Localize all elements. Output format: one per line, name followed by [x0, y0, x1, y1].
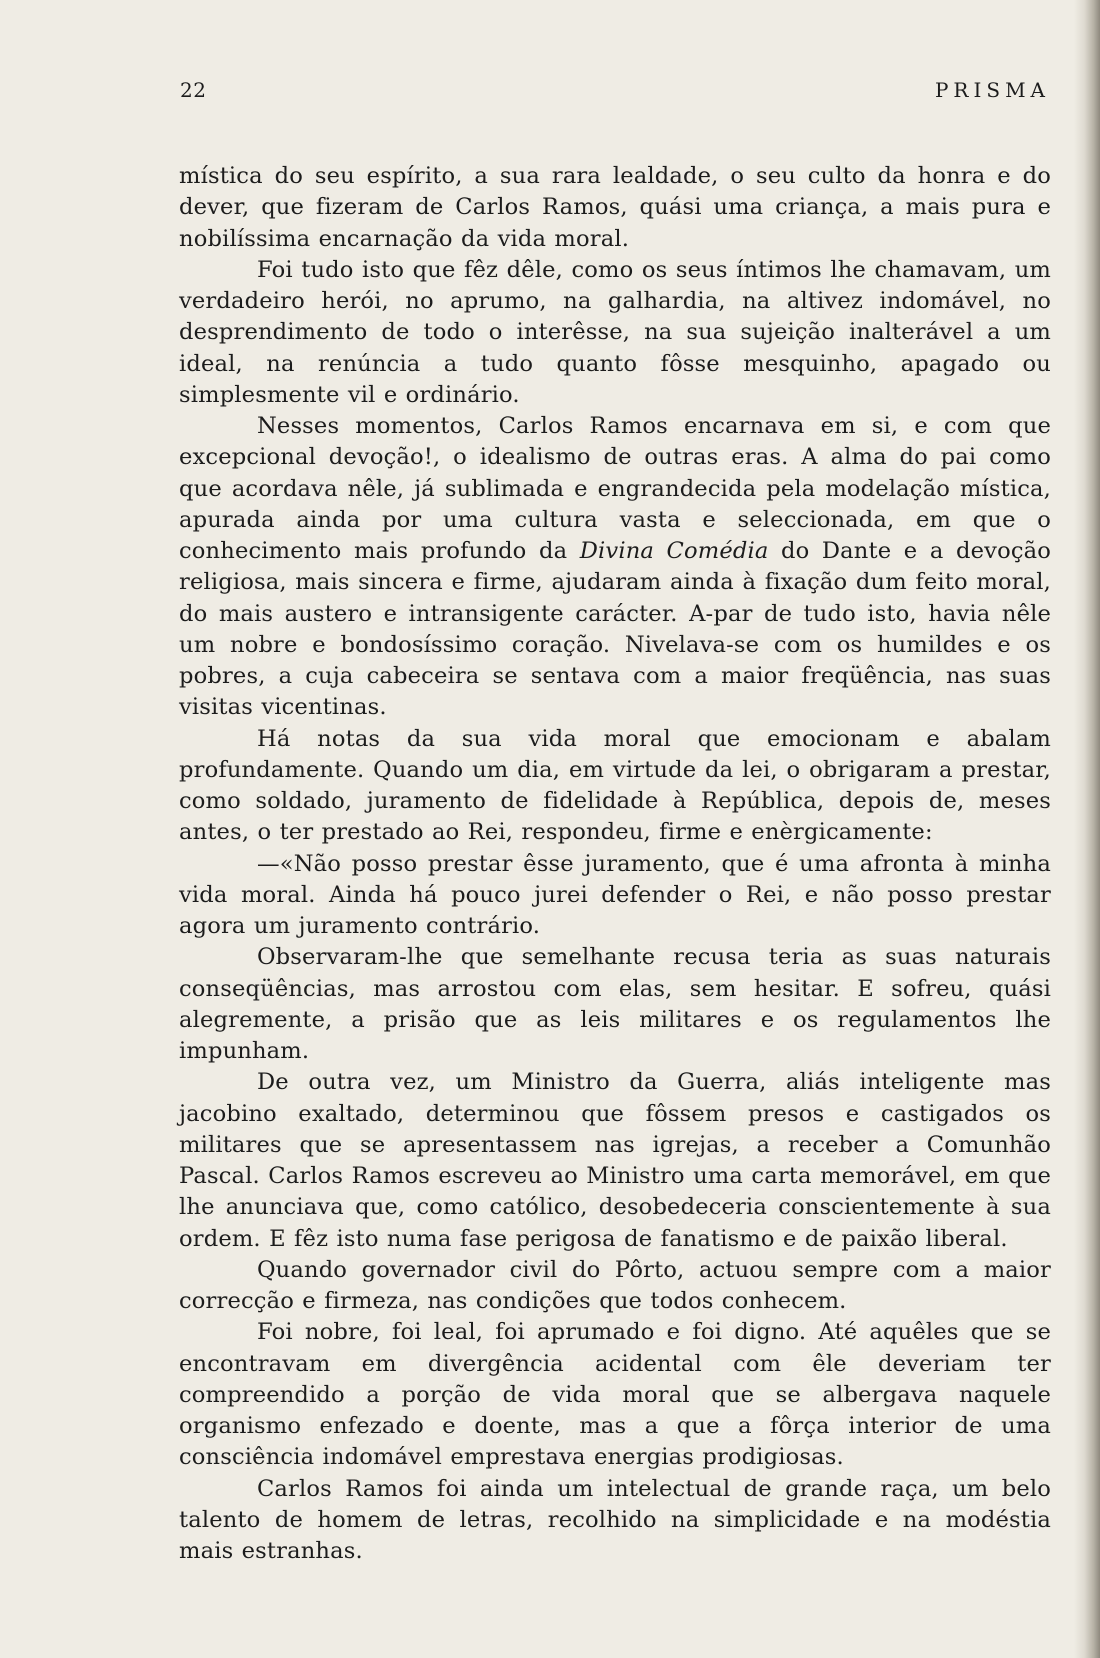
quote-paragraph: —«Não posso prestar êsse juramento, que é uma afronta à minha vida moral. Ainda há pouco jurei defender o Rei, e não posso prestar agora um juramento contrário.: [179, 850, 1051, 939]
paragraph-10: Carlos Ramos foi ainda um intelectual de grande raça, um belo talento de homem de letras, recolhido na simplicidade e na modéstia mais estranhas.: [179, 1475, 1051, 1564]
book-title-italic: Divina Comédia: [579, 538, 769, 564]
paragraph-1: mística do seu espírito, a sua rara lealdade, o seu culto da honra e do dever, que fizeram de Carlos Ramos, quási uma criança, a mais pura e nobilíssima encarnação da vida moral.: [179, 163, 1051, 252]
paragraph-2: Foi tudo isto que fêz dêle, como os seus íntimos lhe chamavam, um verdadeiro herói, no aprumo, na galhardia, na altivez indomável, no desprendimento de todo o interêsse, na sua sujeição inalterável a um ideal, na renúncia a tudo quanto fôsse mesquinho, apagado ou simplesmente vil e ordinário.: [179, 256, 1051, 408]
paragraph-6: Observaram-lhe que semelhante recusa teria as suas naturais conseqüências, mas arrostou com elas, sem hesitar. E sofreu, quási alegremente, a prisão que as leis militares e os regulamentos lhe impunham.: [179, 944, 1051, 1064]
paragraph-3-text-before: Nesses momentos, Carlos Ramos encarnava em si, e com que excepcional devoção!, o idealismo de outras eras. A alma do pai como que acordava nêle, já sublimada e engrandecida pela modelação mística, apurada ainda por uma cultura vasta e seleccionada, em que o conhecimento mais profundo da: [179, 413, 1051, 564]
page-number: 22: [180, 78, 207, 102]
paragraph-3-text-after: do Dante e a devoção religiosa, mais sincera e firme, ajudaram ainda à fixação dum feito moral, do mais austero e intransigente carácter. A-par de tudo isto, havia nêle um nobre e bondosíssimo coração. Nivelava-se com os humildes e os pobres, a cuja cabeceira se sentava com a maior freqüência, nas suas visitas vicentinas.: [179, 538, 1052, 721]
paragraph-8: Quando governador civil do Pôrto, actuou sempre com a maior correcção e firmeza, nas condições que todos conhecem.: [179, 1256, 1051, 1314]
paragraph-3: [179, 411, 1051, 724]
paragraph-9: Foi nobre, foi leal, foi aprumado e foi digno. Até aquêles que se encontravam em divergência acidental com êle deveriam ter compreendido a porção de vida moral que se albergava naquele organismo enfezado e doente, mas a que a fôrça interior de uma consciência indomável emprestava energias prodigiosas.: [179, 1319, 1051, 1471]
paragraph-7: De outra vez, um Ministro da Guerra, aliás inteligente mas jacobino exaltado, determinou que fôssem presos e castigados os militares que se apresentassem nas igrejas, a receber a Comunhão Pascal. Carlos Ramos escreveu ao Ministro uma carta memorável, em que lhe anunciava que, como católico, desobedeceria conscientemente à sua ordem. E fêz isto numa fase perigosa de fanatismo e de paixão liberal.: [179, 1069, 1051, 1252]
page-edge-shadow: [1074, 0, 1100, 1658]
paragraph-4: Há notas da sua vida moral que emocionam e abalam profundamente. Quando um dia, em virtude da lei, o obrigaram a prestar, como soldado, juramento de fidelidade à República, depois de, meses antes, o ter prestado ao Rei, respondeu, firme e enèrgicamente:: [179, 725, 1051, 846]
body-text: [179, 161, 1051, 1567]
journal-title: PRISMA: [934, 78, 1050, 102]
running-head: [180, 78, 1050, 108]
